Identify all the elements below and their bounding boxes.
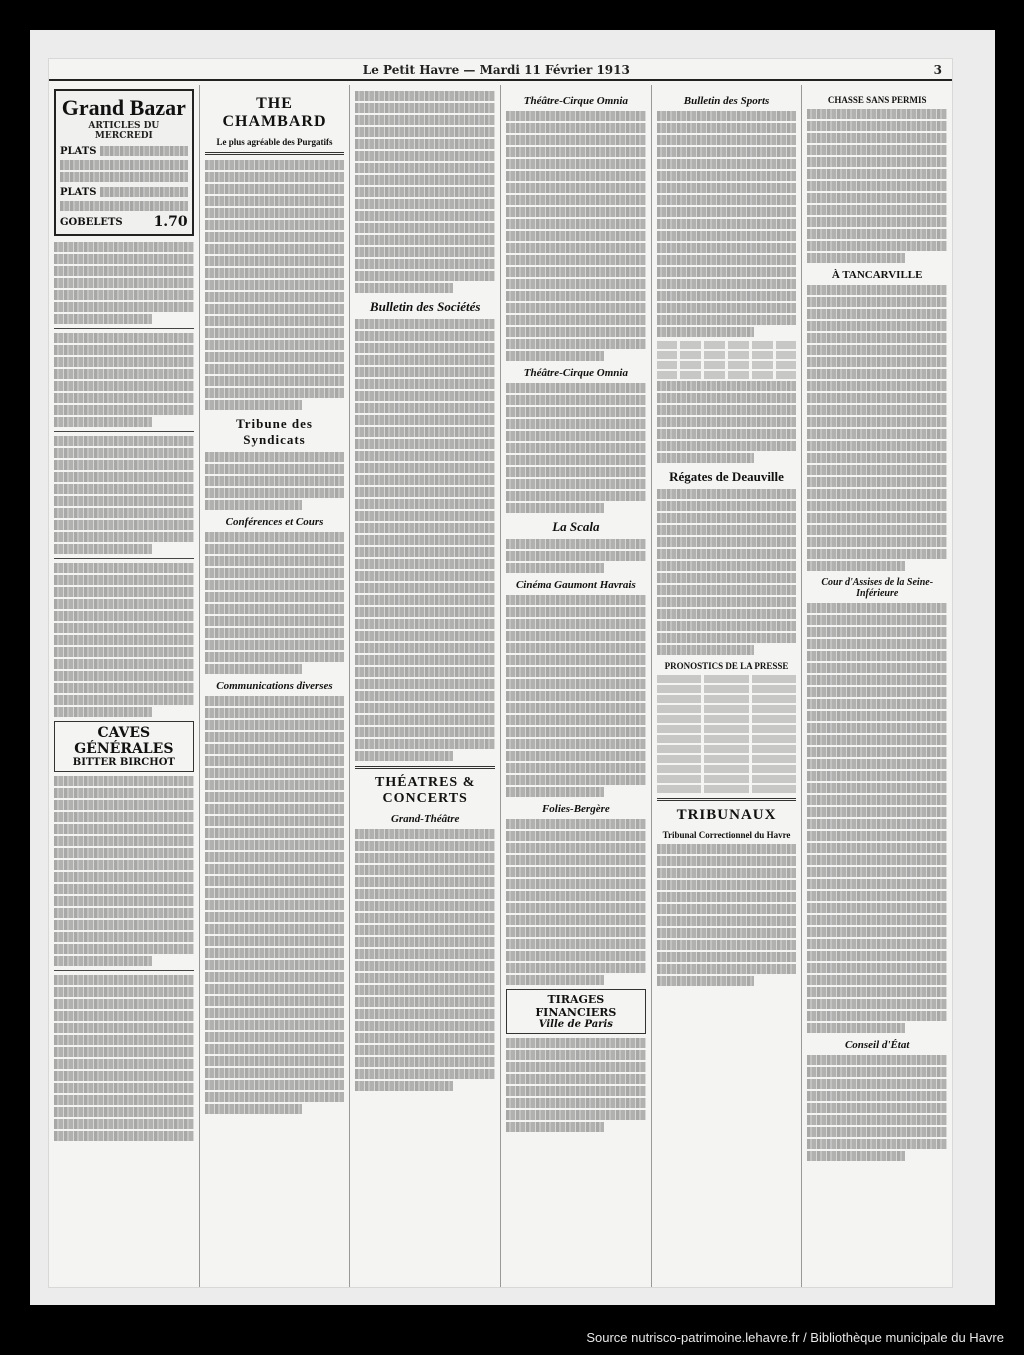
article-text: [54, 242, 194, 717]
cour-assises-heading: Cour d'Assises de la Seine-Inférieure: [821, 577, 934, 599]
masthead-title: Le Petit Havre — Mardi 11 Février 1913: [362, 63, 630, 77]
article-text-2: [54, 776, 194, 1141]
column-3: [350, 85, 501, 1287]
pronostics-heading: PRONOSTICS DE LA PRESSE: [664, 661, 789, 671]
column-5: [652, 85, 803, 1287]
caves-subtitle: BITTER BIRCHOT: [72, 757, 175, 768]
source-credit: Source nutrisco-patrimoine.lehavre.fr / Bibliothèque municipale du Havre: [586, 1330, 1004, 1345]
match-table: [657, 341, 797, 379]
grand-bazar-ad: [54, 89, 194, 236]
newspaper-page: [48, 58, 953, 1288]
tribunal-subheading: Tribunal Correctionnel du Havre: [662, 830, 791, 840]
tribune-syndicats-heading: Tribune des Syndicats: [236, 416, 313, 447]
cirque-heading: Théâtre-Cirque Omnia: [523, 95, 628, 107]
chambard-subline: Le plus agréable des Purgatifs: [216, 137, 333, 147]
masthead: [49, 63, 952, 81]
tirages-subtitle: Ville de Paris: [538, 1019, 613, 1030]
ad-item-plats: PLATS: [60, 145, 97, 157]
deauville-heading: Régates de Deauville: [669, 469, 784, 484]
pronostics-table: [657, 675, 797, 793]
gaumont-heading: Cinéma Gaumont Havrais: [515, 579, 636, 591]
scala-heading: La Scala: [552, 519, 600, 534]
ad-title: Grand Bazar: [61, 95, 186, 120]
sports-heading: Bulletin des Sports: [683, 95, 770, 107]
ad-item-gobelets: GOBELETS: [60, 216, 123, 228]
article-text: [205, 160, 345, 410]
tancarville-heading: À TANCARVILLE: [831, 269, 923, 281]
conseil-etat-heading: Conseil d'État: [844, 1039, 910, 1051]
grand-theatre-heading: Grand-Théâtre: [390, 813, 460, 825]
tribunaux-heading: TRIBUNAUX: [676, 807, 777, 823]
chambard-headline: THE CHAMBARD: [222, 95, 327, 130]
tirages-box: [506, 989, 646, 1034]
chasse-heading: CHASSE SANS PERMIS: [827, 95, 927, 105]
conferences-heading: Conférences et Cours: [225, 516, 324, 528]
column-6: [802, 85, 952, 1287]
column-1: [49, 85, 200, 1287]
societes-heading: Bulletin des Sociétés: [369, 299, 481, 314]
ad-item-plats-2: PLATS: [60, 186, 97, 198]
folies-heading: Folies-Bergère: [541, 803, 610, 815]
column-2: [200, 85, 351, 1287]
column-4: [501, 85, 652, 1287]
columns: [49, 85, 952, 1287]
cirque-heading-2: Théâtre-Cirque Omnia: [523, 367, 628, 379]
caves-generales-ad: [54, 721, 194, 772]
ad-subtitle: ARTICLES DU MERCREDI: [88, 121, 160, 141]
caves-title: CAVES GÉNÉRALES: [74, 725, 174, 757]
page-number: 3: [933, 63, 942, 77]
ad-price: 1.70: [153, 214, 188, 230]
communications-heading: Communications diverses: [216, 680, 333, 692]
tirages-title: TIRAGES FINANCIERS: [535, 993, 617, 1019]
theatres-heading: THÉATRES & CONCERTS: [374, 775, 476, 806]
